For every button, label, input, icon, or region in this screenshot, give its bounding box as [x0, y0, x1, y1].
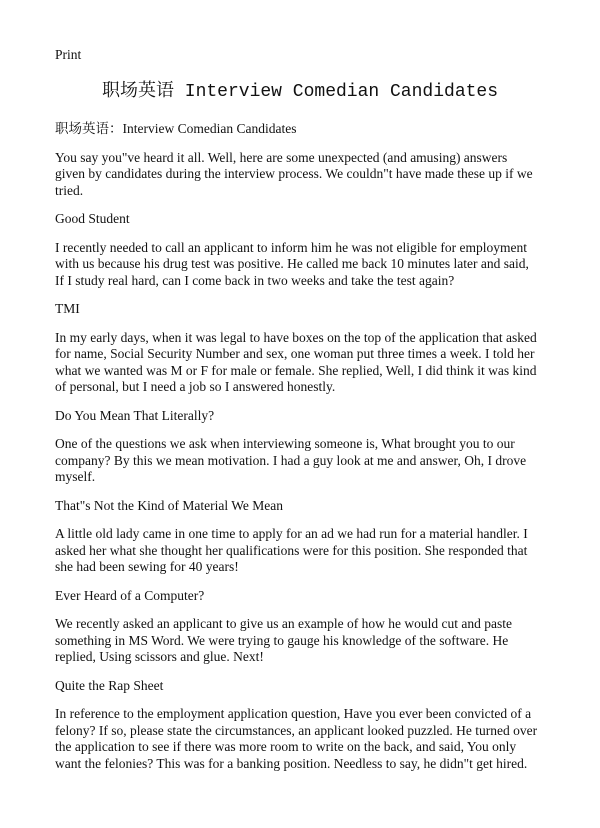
section-heading [55, 301, 600, 318]
paragraph-line: replied, Using scissors and glue. Next! [55, 649, 264, 665]
section-heading-text: TMI [55, 301, 80, 317]
paragraph-line: of personal, but I need a job so I answered honestly. [55, 379, 336, 395]
article-subtitle: 职场英语：Interview Comedian Candidates [55, 120, 297, 136]
paragraph [55, 436, 600, 486]
section-heading [55, 211, 600, 228]
section-heading-text: That"s Not the Kind of Material We Mean [55, 497, 283, 513]
paragraph [55, 706, 600, 772]
section-heading-text: Do You Mean That Literally? [55, 407, 215, 423]
section-heading-text: Ever Heard of a Computer? [55, 587, 205, 603]
paragraph-line: for name, Social Security Number and sex, one woman put three times a week. I told her [55, 346, 535, 362]
section-heading [55, 588, 600, 605]
paragraph-line: what we wanted was M or F for male or female. She replied, Well, I did think it was kind [55, 362, 537, 378]
paragraph-line: something in MS Word. We were trying to gauge his knowledge of the software. He [55, 632, 509, 648]
article-body [55, 150, 600, 773]
section-heading-text: Quite the Rap Sheet [55, 677, 164, 693]
print-link[interactable]: Print [55, 46, 82, 62]
paragraph-line: In reference to the employment application question, Have you ever been convicted of a [55, 706, 532, 722]
paragraph-line: she had been sewing for 40 years! [55, 559, 239, 575]
paragraph-line: company? By this we mean motivation. I had a guy look at me and answer, Oh, I drove [55, 452, 527, 468]
paragraph-line: I recently needed to call an applicant to inform him he was not eligible for employment [55, 239, 527, 255]
paragraph-line: the application to see if there was more room to write on the back, and said, You only [55, 739, 517, 755]
paragraph-line: In my early days, when it was legal to have boxes on the top of the application that asked [55, 329, 537, 345]
paragraph [55, 616, 600, 666]
paragraph-line: want the felonies? This was for a banking position. Needless to say, he didn"t get hired. [55, 755, 528, 771]
section-heading [55, 498, 600, 515]
paragraph-line: A little old lady came in one time to apply for an ad we had run for a material handler. I [55, 526, 528, 542]
paragraph-line: If I study real hard, can I come back in two weeks and take the test again? [55, 272, 455, 288]
paragraph [55, 526, 600, 576]
paragraph-line: felony? If so, please state the circumstances, an applicant looked puzzled. He turned over [55, 722, 538, 738]
paragraph-line: with us because his drug test was positive. He called me back 10 minutes later and said, [55, 256, 529, 272]
page-title: 职场英语 Interview Comedian Candidates [101, 81, 499, 102]
paragraph-line: myself. [55, 469, 96, 485]
section-heading-text: Good Student [55, 211, 130, 227]
paragraph-line: asked her what she thought her qualifications were for this position. She responded that [55, 542, 528, 558]
paragraph [55, 240, 600, 290]
paragraph-line: You say you"ve heard it all. Well, here are some unexpected (and amusing) answers [55, 149, 508, 165]
paragraph-line: We recently asked an applicant to give us an example of how he would cut and paste [55, 616, 513, 632]
paragraph-line: given by candidates during the interview process. We couldn"t have made these up if we [55, 166, 533, 182]
section-heading [55, 678, 600, 695]
paragraph-line: tried. [55, 182, 84, 198]
paragraph [55, 150, 600, 200]
paragraph-line: One of the questions we ask when interviewing someone is, What brought you to our [55, 436, 515, 452]
paragraph [55, 330, 600, 396]
section-heading [55, 408, 600, 425]
